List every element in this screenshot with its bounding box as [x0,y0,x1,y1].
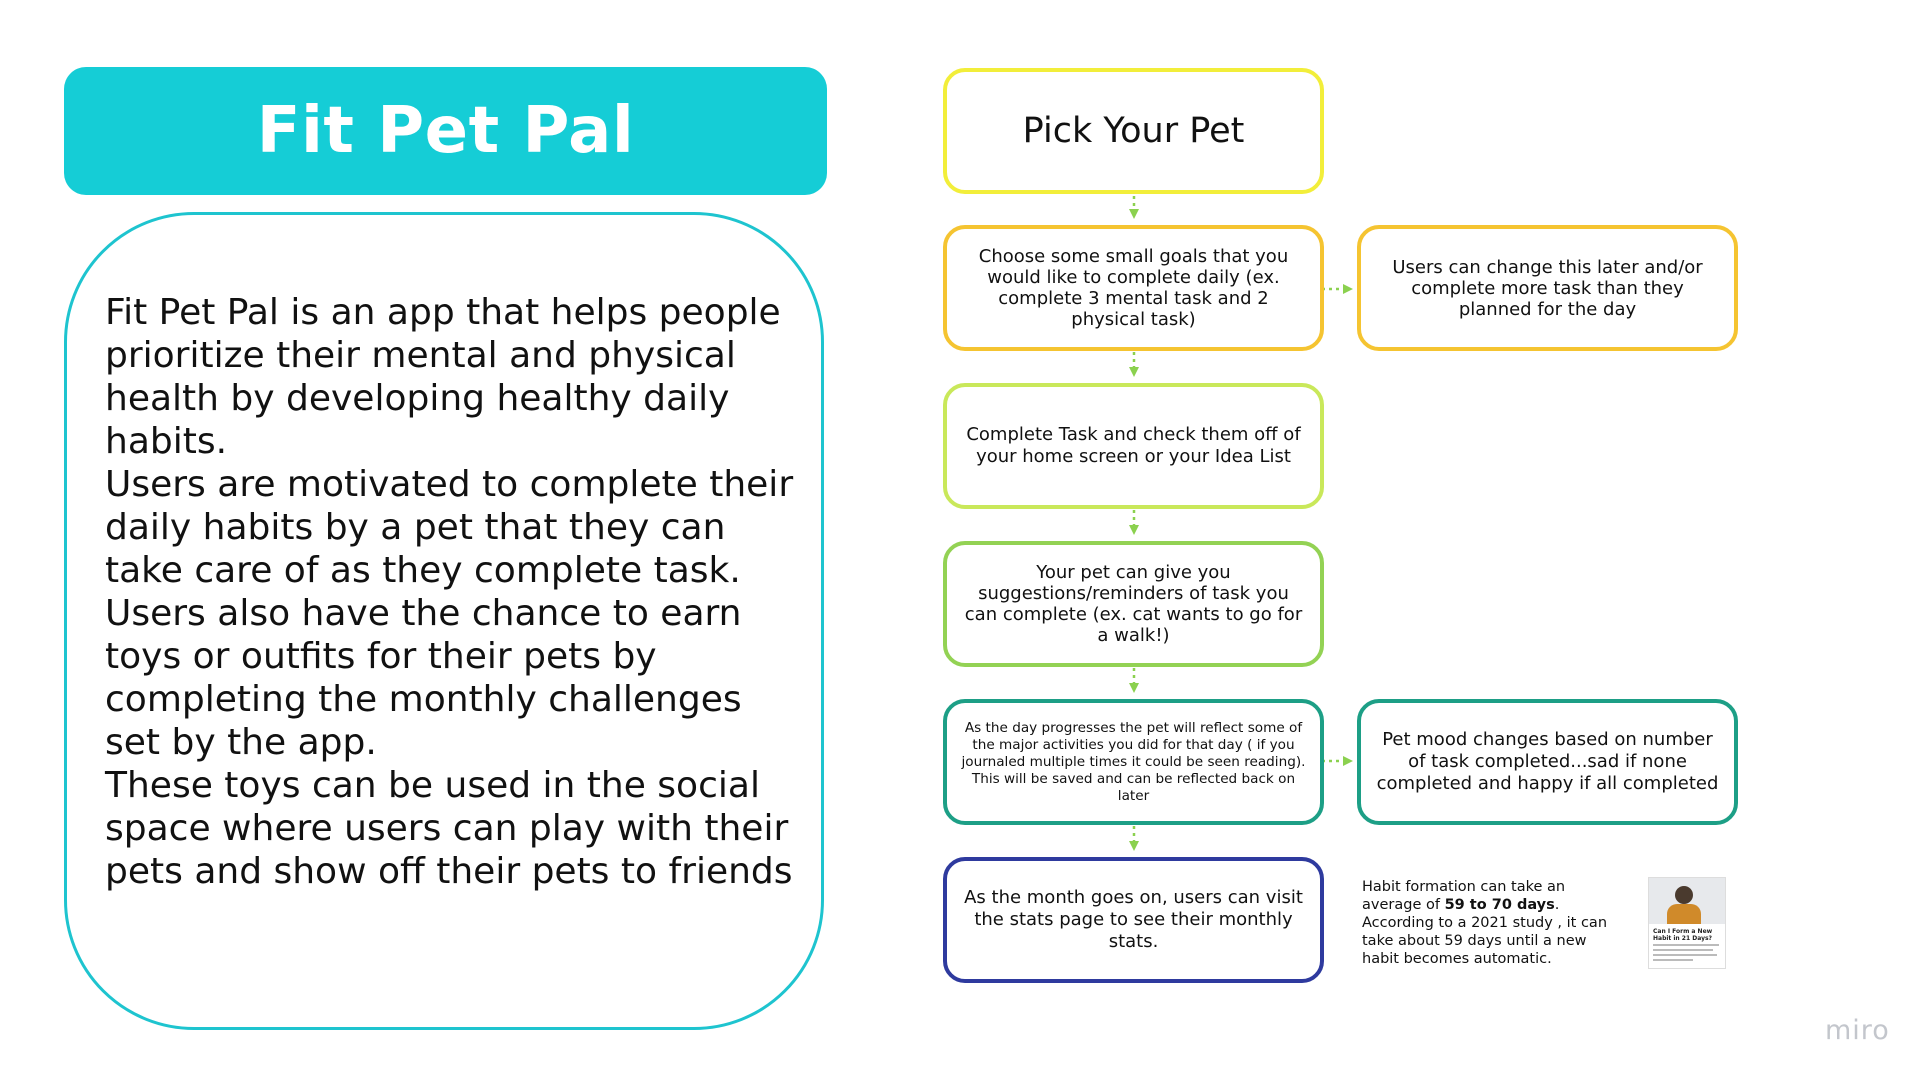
flow-node-monthly-stats [943,857,1324,983]
flow-node-complete-task [943,383,1324,509]
miro-watermark: miro [1825,1015,1890,1046]
flow-node-pet-mood [1357,699,1738,825]
flow-node-label: Your pet can give you suggestions/reminders of task you can complete (ex. cat wants to go for a walk!) [964,562,1303,646]
habit-note-suffix: . According to a 2021 study , it can take about 59 days until a new habit becomes automatic. [1362,897,1608,967]
flow-node-label: As the month goes on, users can visit the stats page to see their monthly stats. [964,887,1303,952]
flow-node-label: Pick Your Pet [1022,111,1245,151]
flow-node-choose-goals [943,225,1324,351]
article-thumbnail-line [1653,949,1713,951]
description-paragraph: Fit Pet Pal is an app that helps people prioritize their mental and physical health by developing healthy daily habits. [105,292,781,462]
flow-node-label: Complete Task and check them off of your home screen or your Idea List [966,424,1301,467]
flow-node-pet-reflects [943,699,1324,825]
article-thumbnail-line [1653,944,1719,946]
description-paragraph: Users also have the chance to earn toys or outfits for their pets by completing the monthly challenges set by the app. [105,593,742,763]
article-thumbnail-headline: Can I Form a New Habit in 21 Days? [1653,928,1713,942]
flow-node-pet-suggestions [943,541,1324,667]
flow-node-label: Choose some small goals that you would like to complete daily (ex. complete 3 mental task and 2 physical task) [978,246,1289,330]
flow-node-pick-pet [943,68,1324,194]
habit-formation-note [1362,878,1627,968]
article-thumbnail-line [1653,954,1717,956]
app-title: Fit Pet Pal [256,94,635,168]
habit-note-prefix: Habit formation can take an average of [1362,879,1566,913]
flow-node-label: Pet mood changes based on number of task completed...sad if none completed and happy if all completed [1376,729,1719,794]
article-thumbnail[interactable] [1648,877,1726,969]
flow-node-goals-note [1357,225,1738,351]
article-thumbnail-person-body [1667,904,1701,924]
description-paragraph: These toys can be used in the social space where users can play with their pets and show off their pets to friends [105,765,793,892]
description-card [64,212,824,1030]
article-thumbnail-line [1653,959,1693,961]
habit-note-bold: 59 to 70 days [1444,897,1555,913]
article-thumbnail-person-head [1675,886,1693,904]
description-paragraph: Users are motivated to complete their daily habits by a pet that they can take care of as they complete task. [105,464,794,591]
flow-node-label: As the day progresses the pet will reflect some of the major activities you did for that day ( if you journaled multiple times it could be seen reading). This will be saved and can be reflected back on later [961,719,1306,804]
flow-node-label: Users can change this later and/or complete more task than they planned for the day [1392,256,1703,320]
description-text [105,291,805,893]
title-banner [64,67,827,195]
